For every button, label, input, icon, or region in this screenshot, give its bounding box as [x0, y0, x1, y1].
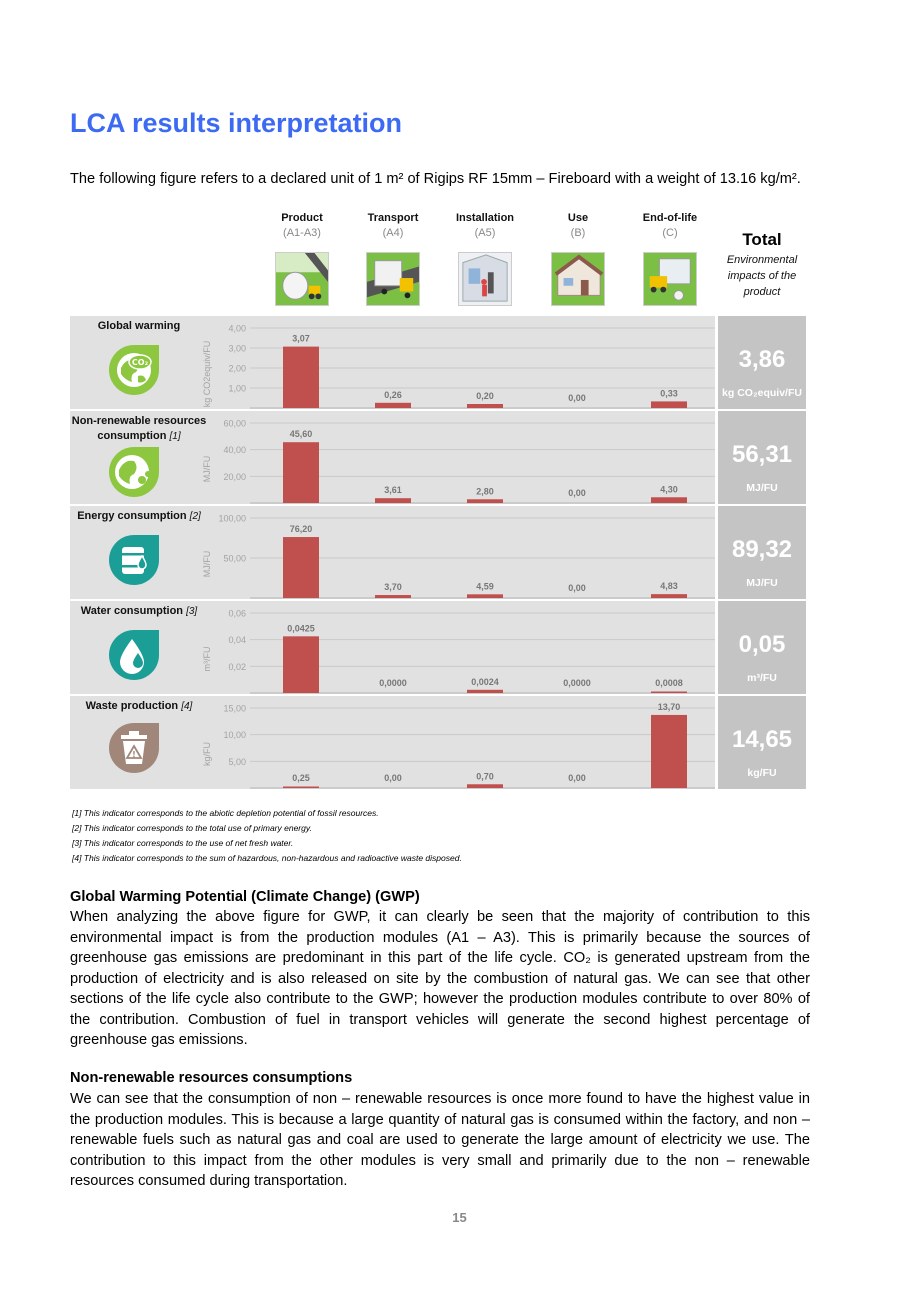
data-label: 0,00 — [568, 393, 586, 403]
total-title: Total — [742, 230, 782, 249]
data-label: 0,0000 — [563, 678, 591, 688]
data-label: 0,70 — [476, 771, 494, 782]
y-tick-label: 4,00 — [228, 323, 246, 334]
stage-code: (A5) — [474, 227, 496, 239]
indicator-row-non-renewable-resources — [70, 411, 715, 504]
y-tick-label: 0,06 — [228, 608, 246, 619]
data-label: 0,33 — [660, 388, 678, 399]
y-tick-label: 0,02 — [228, 661, 246, 672]
data-label: 0,0425 — [287, 623, 315, 634]
y-tick-label: 40,00 — [223, 445, 246, 456]
y-tick-label: 5,00 — [228, 756, 246, 767]
data-label: 3,61 — [384, 485, 402, 496]
total-header — [718, 230, 806, 300]
stage-use — [530, 211, 626, 241]
total-value: 3,86 — [738, 346, 786, 373]
chart-water-consumption — [70, 601, 715, 694]
section-body-gwp: When analyzing the above figure for GWP, it can clearly be seen that the majority of contribution to this environmental impact is from the production modules (A1 – A3). This is primarily because the sources of greenhouse gas emissions are predominant in this part of the life cycle. CO₂ is generated upstream from the production of electricity and is also released on site by the combustion of natural gas. We can see that other sections of the life cycle also contribute to the GWP; however the production modules contribute to over 80% of the contribution. Combustion of fuel in transport vehicles will generate the second highest percentage of greenhouse gas emissions. — [70, 909, 810, 1048]
data-label: 3,70 — [384, 582, 402, 593]
stage-transport — [345, 211, 441, 241]
bar-installation — [467, 784, 503, 788]
indicator-label: Non-renewable resources consumption [1] — [71, 415, 207, 442]
installation-illustration-icon — [458, 252, 512, 306]
y-tick-label: 15,00 — [223, 703, 246, 714]
total-unit: m³/FU — [747, 672, 777, 684]
data-label: 0,00 — [568, 488, 586, 498]
total-waste-production — [718, 696, 806, 789]
data-label: 45,60 — [289, 429, 313, 440]
data-label: 0,0008 — [655, 678, 683, 688]
footnotes — [72, 806, 462, 866]
stage-end-of-life — [622, 211, 718, 241]
y-axis-label: MJ/FU — [202, 455, 212, 483]
stage-code: (A4) — [382, 227, 404, 239]
y-tick-label: 20,00 — [223, 471, 246, 482]
bar-installation — [467, 499, 503, 503]
data-label: 0,20 — [476, 391, 494, 401]
bar-end-of-life — [651, 594, 687, 598]
house-illustration-icon — [551, 252, 605, 306]
stage-installation — [437, 211, 533, 241]
y-tick-label: 1,00 — [228, 383, 246, 394]
indicator-row-water-consumption — [70, 601, 715, 694]
truck-illustration-icon — [366, 252, 420, 306]
total-unit: MJ/FU — [746, 577, 778, 589]
total-water-consumption — [718, 601, 806, 694]
indicator-row-global-warming — [70, 316, 715, 409]
bar-end-of-life — [651, 715, 687, 788]
chart-non-renewable-resources — [70, 411, 715, 504]
total-value: 0,05 — [738, 631, 786, 658]
total-energy-consumption — [718, 506, 806, 599]
total-unit: kg CO₂equiv/FU — [722, 387, 802, 399]
chart-global-warming — [70, 316, 715, 409]
bar-product — [283, 537, 319, 598]
footnote: [1] This indicator corresponds to the abiotic depletion potential of fossil resources. — [72, 808, 379, 818]
total-unit: MJ/FU — [746, 482, 778, 494]
y-tick-label: 50,00 — [223, 553, 246, 564]
stage-code: (A1-A3) — [283, 227, 321, 239]
data-label: 2,80 — [476, 486, 494, 497]
section-body-non-renewable: We can see that the consumption of non – renewable resources is once more found to have the highest value in the production modules. This is because a large quantity of natural gas is consumed within the factory, and non – renewable fuels such as natural gas and coal are used to generate the large amount of electricity we use. The contribution to this impact from the other modules is very small and primarily due to the non – renewable resources consumed during transportation. — [70, 1091, 810, 1189]
footnote: [4] This indicator corresponds to the sum of hazardous, non-hazardous and radioactive waste disposed. — [72, 853, 462, 863]
stage-code: (B) — [570, 227, 586, 239]
total-value: 89,32 — [731, 536, 793, 563]
total-subtitle: Environmental impacts of the product — [726, 254, 798, 298]
y-tick-label: 0,04 — [228, 635, 246, 646]
indicator-label: Waste production [4] — [85, 700, 193, 712]
bar-product — [283, 636, 319, 693]
indicator-label: Global warming — [97, 320, 181, 332]
stage-code: (C) — [662, 227, 678, 239]
y-tick-label: 3,00 — [228, 343, 246, 354]
stage-name: End-of-life — [642, 212, 698, 224]
bar-installation — [467, 594, 503, 598]
bar-product — [283, 787, 319, 789]
total-value: 56,31 — [731, 441, 793, 468]
data-label: 0,25 — [292, 773, 310, 783]
y-axis-label: kg CO2equiv/FU — [202, 340, 212, 408]
bar-installation — [467, 404, 503, 408]
bar-product — [283, 347, 319, 408]
page-title: LCA results interpretation — [70, 108, 403, 138]
bar-transport — [375, 595, 411, 598]
bar-product — [283, 442, 319, 503]
stage-name: Product — [281, 212, 323, 224]
bar-transport — [375, 403, 411, 408]
total-non-renewable-resources — [718, 411, 806, 504]
stage-name: Installation — [455, 212, 515, 224]
data-label: 0,00 — [568, 583, 586, 593]
svg-text:CO₂: CO₂ — [131, 358, 149, 367]
data-label: 3,07 — [292, 333, 310, 344]
bar-end-of-life — [651, 692, 687, 694]
total-value: 14,65 — [731, 726, 793, 753]
total-global-warming — [718, 316, 806, 409]
svg-text:!: ! — [132, 750, 136, 759]
y-tick-label: 2,00 — [228, 363, 246, 374]
chart-energy-consumption — [70, 506, 715, 599]
indicator-label: Water consumption [3] — [80, 605, 198, 617]
recycling-illustration-icon — [643, 252, 697, 306]
stage-name: Use — [567, 212, 589, 224]
y-axis-label: kg/FU — [202, 741, 212, 767]
page-number: 15 — [452, 1210, 467, 1225]
data-label: 0,26 — [384, 389, 402, 400]
factory-illustration-icon — [275, 252, 329, 306]
indicator-label: Energy consumption [2] — [77, 510, 201, 522]
indicator-row-energy-consumption — [70, 506, 715, 599]
intro-paragraph: The following figure refers to a declared unit of 1 m² of Rigips RF 15mm – Fireboard with a weight of 13.16 kg/m². — [70, 171, 801, 187]
data-label: 4,83 — [660, 581, 678, 592]
data-label: 0,0024 — [471, 676, 499, 687]
stage-product — [254, 211, 350, 241]
data-label: 4,30 — [660, 484, 678, 495]
data-label: 4,59 — [476, 581, 494, 592]
y-tick-label: 60,00 — [223, 418, 246, 429]
chart-waste-production — [70, 696, 715, 789]
data-label: 0,0000 — [379, 678, 407, 688]
y-axis-label: m³/FU — [202, 646, 212, 672]
data-label: 13,70 — [657, 701, 681, 712]
section-heading-gwp: Global Warming Potential (Climate Change) (GWP) — [70, 889, 420, 905]
footnote: [2] This indicator corresponds to the total use of primary energy. — [72, 823, 312, 833]
stage-name: Transport — [367, 212, 419, 224]
indicator-row-waste-production — [70, 696, 715, 789]
data-label: 76,20 — [289, 524, 313, 535]
bar-installation — [467, 690, 503, 693]
y-tick-label: 100,00 — [218, 513, 246, 524]
footnote: [3] This indicator corresponds to the use of net fresh water. — [72, 838, 294, 848]
bar-end-of-life — [651, 497, 687, 503]
data-label: 0,00 — [384, 773, 402, 783]
bar-transport — [375, 498, 411, 503]
y-axis-label: MJ/FU — [202, 550, 212, 578]
y-tick-label: 10,00 — [223, 730, 246, 741]
total-unit: kg/FU — [747, 767, 777, 779]
section-heading-non-renewable: Non-renewable resources consumptions — [70, 1070, 353, 1086]
bar-end-of-life — [651, 401, 687, 408]
data-label: 0,00 — [568, 773, 586, 783]
